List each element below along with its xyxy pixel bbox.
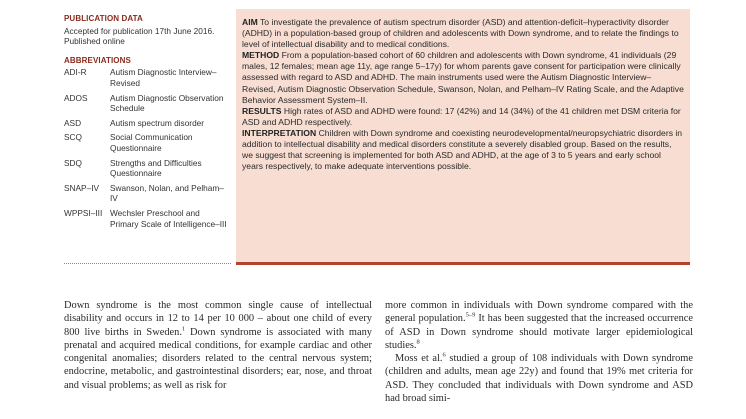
body-paragraph (385, 299, 693, 352)
abbreviation-value: Wechsler Preschool and Primary Scale of Intelligence–III (110, 207, 227, 229)
citation-ref[interactable]: 6 (442, 351, 446, 359)
abbreviation-row (64, 183, 230, 204)
abbreviation-value: Swanson, Nolan, and Pelham–IV (110, 182, 224, 204)
abbreviation-value: Strengths and Difficulties Questionnaire (110, 157, 202, 179)
abbreviation-key: ASD (64, 117, 82, 128)
abbreviation-row (64, 118, 230, 129)
abbreviation-row (64, 93, 230, 114)
abbreviation-key: SCQ (64, 132, 82, 143)
body-column-left (64, 299, 372, 392)
abbreviation-key: SNAP–IV (64, 182, 100, 193)
aim-text: To investigate the prevalence of autism spectrum disorder (ASD) and attention-deficit–hyperactivity disorder (ADHD) in a population-based group of children and adolescents with Down syndrome, and to relate the findings to level of intellectual disability and to medical conditions. (242, 17, 679, 50)
body-paragraph (385, 352, 693, 405)
abbreviation-row (64, 67, 230, 88)
abbreviation-row (64, 132, 230, 153)
abbreviation-key: ADOS (64, 92, 88, 103)
body-text: Down syndrome is the most common single cause of intellectual disability and occurs in 12 to 14 per 10 000 – about one child of every 800 live births in Sweden. (64, 300, 372, 338)
body-paragraph (64, 299, 372, 392)
abbreviation-row (64, 208, 230, 229)
abbreviation-value: Social Communication Questionnaire (110, 132, 193, 153)
results-text: High rates of ASD and ADHD were found: 17 (42%) and 14 (34%) of the 41 children met DSM criteria for ASD and ADHD respectively. (242, 105, 681, 127)
body-text: more common in individuals with Down syndrome compared with the general population. (385, 300, 693, 325)
abbreviation-value: Autism Diagnostic Observation Schedule (110, 92, 224, 114)
abstract-results (242, 106, 684, 128)
sidebar-divider (64, 263, 231, 264)
publication-data-text: Accepted for publication 17th June 2016. Published online (64, 25, 215, 47)
abbreviation-key: SDQ (64, 157, 82, 168)
body-text: It has been suggested that the increased occurrence of ASD in Down syndrome should motivate larger epidemiological studies. (385, 313, 693, 351)
abbreviation-key: WPPSI–III (64, 207, 103, 218)
article-sidebar (64, 14, 230, 233)
abstract-method (242, 50, 684, 105)
body-text: studied a group of 108 individuals with Down syndrome (children and adults, mean age 22y) and found that 19% met criteria for ASD. They concluded that individuals with Down syndrome and ASD had broad simi- (385, 353, 693, 405)
abbreviation-value: Autism Diagnostic Interview–Revised (110, 67, 217, 88)
abbreviation-row (64, 158, 230, 179)
abbreviation-key: ADI-R (64, 67, 87, 78)
abbreviations-heading: ABBREVIATIONS (64, 55, 131, 65)
body-column-right (385, 299, 693, 405)
method-label: METHOD (242, 50, 280, 61)
aim-label: AIM (242, 17, 258, 27)
method-text: From a population-based cohort of 60 children and adolescents with Down syndrome, 41 individuals (29 males, 12 females; mean age 11y, age range 5–17y) for whom parents gave consent for participation were clinically assessed with regard to ASD and ADHD. The main instruments used were the Autism Diagnostic Interview–Revised, Autism Diagnostic Observation Schedule, Swanson, Nolan, and Pelham–IV Rating Scale, and the Adaptive Behavior Assessment System–II. (242, 50, 684, 105)
interpretation-text: Children with Down syndrome and coexisting neurodevelopmental/neuropsychiatric disorders in addition to intellectual disability and medical disorders constitute a severely disabled group. Based on the results, we suggest that screening is implemented for both ASD and ADHD, at the age of 3 to 5 years and early school years respectively, to make adequate interventions possible. (242, 127, 683, 172)
abstract-bottom-rule (236, 262, 690, 265)
abbreviation-value: Autism spectrum disorder (110, 117, 205, 128)
citation-ref[interactable]: 5–9 (465, 311, 476, 319)
body-text: Down syndrome is associated with many prenatal and acquired medical conditions, for example cardiac and other congenital anomalies; disorders related to the central nervous system; endocrine, metabolic, and gastrointestinal disorders; ear, nose, and throat and visual problems; as well as risk for (64, 326, 372, 391)
body-text: Moss et al. (395, 353, 443, 365)
interpretation-label: INTERPRETATION (242, 127, 317, 138)
abbreviations-list (64, 67, 230, 229)
publication-data-heading: PUBLICATION DATA (64, 14, 143, 23)
citation-ref[interactable]: 8 (416, 338, 420, 346)
results-label: RESULTS (242, 105, 282, 116)
citation-ref[interactable]: 1 (181, 325, 186, 333)
abstract-aim (242, 17, 684, 50)
abstract-box (236, 9, 690, 262)
abstract-interpretation (242, 128, 684, 172)
